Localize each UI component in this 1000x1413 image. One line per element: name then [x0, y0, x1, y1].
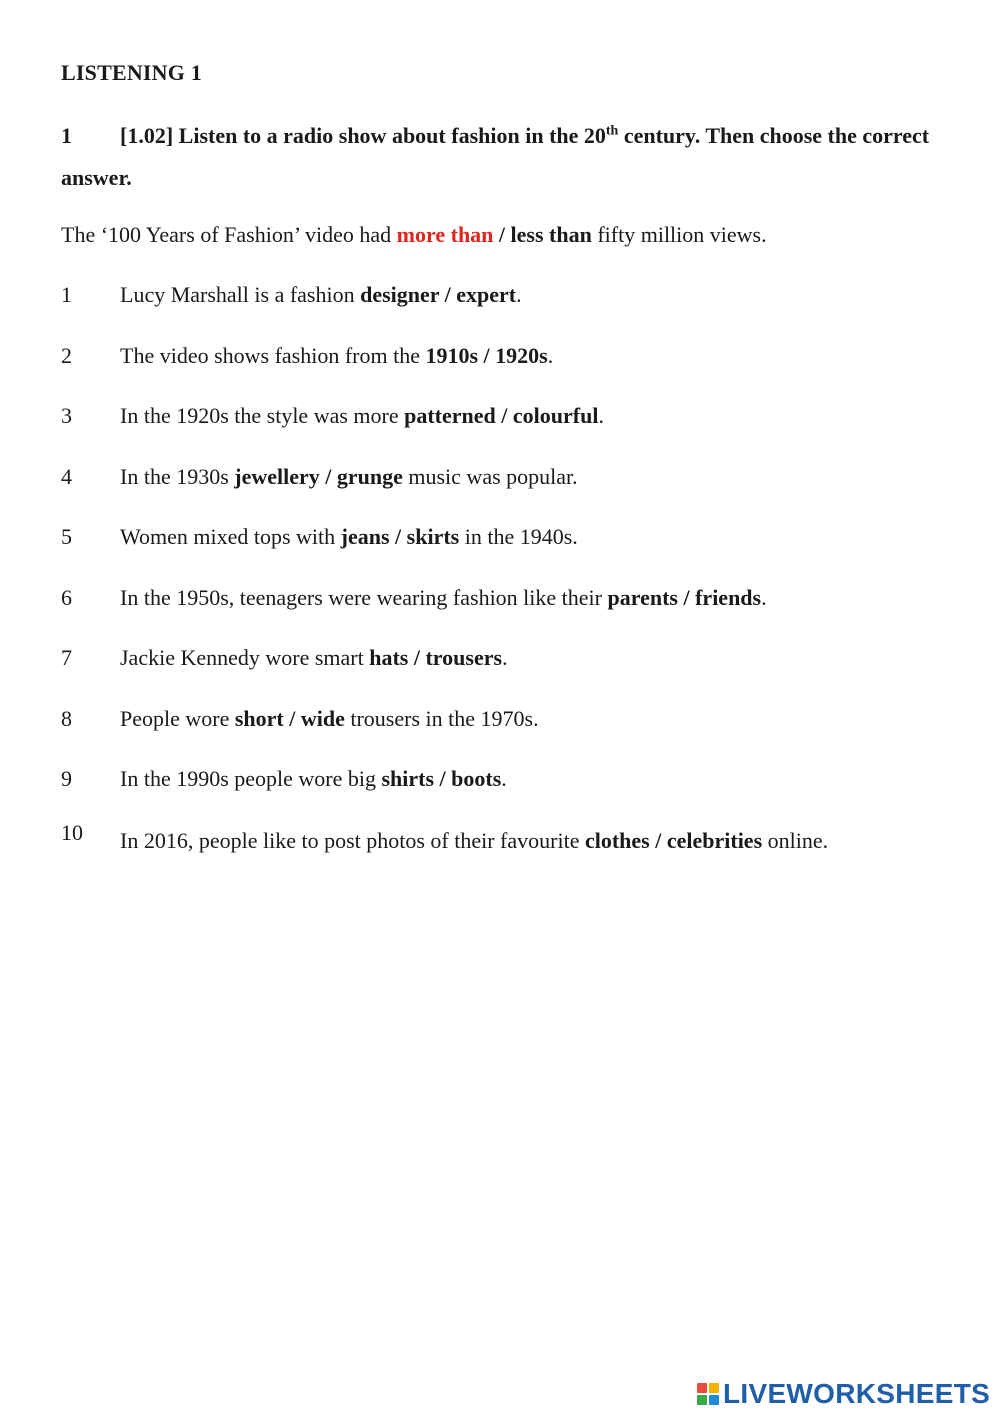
question-item-1: [61, 282, 941, 343]
answer-options[interactable]: jeans / skirts: [340, 524, 460, 549]
question-number: 5: [61, 524, 72, 549]
question-number: 10: [61, 819, 83, 845]
question-item-2: [61, 343, 941, 404]
logo-square: [709, 1395, 719, 1405]
answer-options[interactable]: clothes / celebrities: [584, 827, 763, 853]
question-list: [61, 282, 941, 880]
logo-square: [697, 1383, 707, 1393]
question-text: [61, 820, 881, 862]
question-text-before: In the 1930s: [120, 463, 235, 489]
instruction-superscript: th: [605, 123, 619, 139]
question-item-7: [61, 645, 941, 706]
answer-options[interactable]: shirts / boots: [381, 766, 502, 791]
example-sentence: [61, 222, 767, 248]
example-other-option: / less than: [493, 222, 592, 247]
instruction-text-end: century. Then choose the correct answer.: [61, 123, 930, 190]
question-text-before: Lucy Marshall is a fashion: [120, 282, 361, 307]
section-heading: LISTENING 1: [61, 60, 202, 85]
question-text-before: People wore: [120, 705, 235, 731]
question-number: 6: [61, 584, 72, 610]
question-text-after: .: [516, 282, 522, 307]
liveworksheets-logo: [697, 1379, 990, 1409]
logo-mark-icon: [697, 1383, 719, 1405]
question-number: 2: [61, 342, 72, 368]
question-text-after: online.: [762, 827, 829, 853]
question-text: [120, 766, 940, 792]
question-text-after: .: [502, 645, 508, 670]
logo-text: LIVEWORKSHEETS: [723, 1378, 991, 1409]
question-text-after: trousers in the 1970s.: [344, 705, 539, 731]
question-item-8: [61, 706, 941, 767]
answer-options[interactable]: short / wide: [234, 705, 345, 731]
question-text-before: In the 1950s, teenagers were wearing fashion like their: [120, 584, 608, 610]
answer-options[interactable]: patterned / colourful: [404, 403, 599, 428]
example-text-after: fifty million views.: [591, 222, 767, 247]
answer-options[interactable]: designer / expert: [360, 282, 517, 307]
answer-options[interactable]: parents / friends: [607, 584, 762, 610]
question-text-before: In the 1990s people wore big: [120, 766, 382, 791]
question-text: [120, 282, 940, 308]
question-text: [120, 585, 940, 611]
question-number: 7: [61, 645, 72, 670]
question-text-before: In 2016, people like to post photos of their favourite: [120, 827, 585, 853]
question-text-before: The video shows fashion from the: [120, 342, 426, 368]
question-item-10: [61, 820, 941, 881]
question-text-before: In the 1920s the style was more: [120, 403, 405, 428]
exercise-instruction: [61, 115, 941, 199]
question-item-3: [61, 403, 941, 464]
question-number: 9: [61, 766, 72, 791]
question-text: [120, 464, 940, 490]
question-text-after: music was popular.: [402, 463, 578, 489]
logo-square: [697, 1395, 707, 1405]
question-number: 1: [61, 282, 72, 307]
question-text-after: .: [761, 584, 767, 610]
instruction-text: [1.02] Listen to a radio show about fashion in the 20: [120, 123, 606, 148]
question-number: 3: [61, 403, 72, 428]
question-text-before: Women mixed tops with: [120, 524, 341, 549]
question-text: [120, 706, 940, 732]
question-item-4: [61, 464, 941, 525]
question-text: [120, 403, 940, 429]
question-item-9: [61, 766, 941, 827]
question-text-after: .: [598, 403, 604, 428]
question-text: [120, 645, 940, 671]
question-item-6: [61, 585, 941, 646]
example-text-before: The ‘100 Years of Fashion’ video had: [61, 222, 397, 247]
example-correct-answer: more than: [396, 222, 494, 247]
answer-options[interactable]: 1910s / 1920s: [425, 342, 548, 368]
question-text-after: .: [501, 766, 507, 791]
question-text-after: .: [547, 342, 554, 368]
question-item-5: [61, 524, 941, 585]
question-number: 8: [61, 705, 72, 731]
logo-square: [709, 1383, 719, 1393]
question-text: [120, 343, 940, 369]
exercise-number: 1: [61, 123, 72, 148]
question-number: 4: [61, 463, 72, 489]
answer-options[interactable]: jewellery / grunge: [234, 463, 403, 489]
answer-options[interactable]: hats / trousers: [369, 645, 503, 670]
question-text-after: in the 1940s.: [459, 524, 578, 549]
question-text: [120, 524, 940, 550]
question-text-before: Jackie Kennedy wore smart: [120, 645, 370, 670]
